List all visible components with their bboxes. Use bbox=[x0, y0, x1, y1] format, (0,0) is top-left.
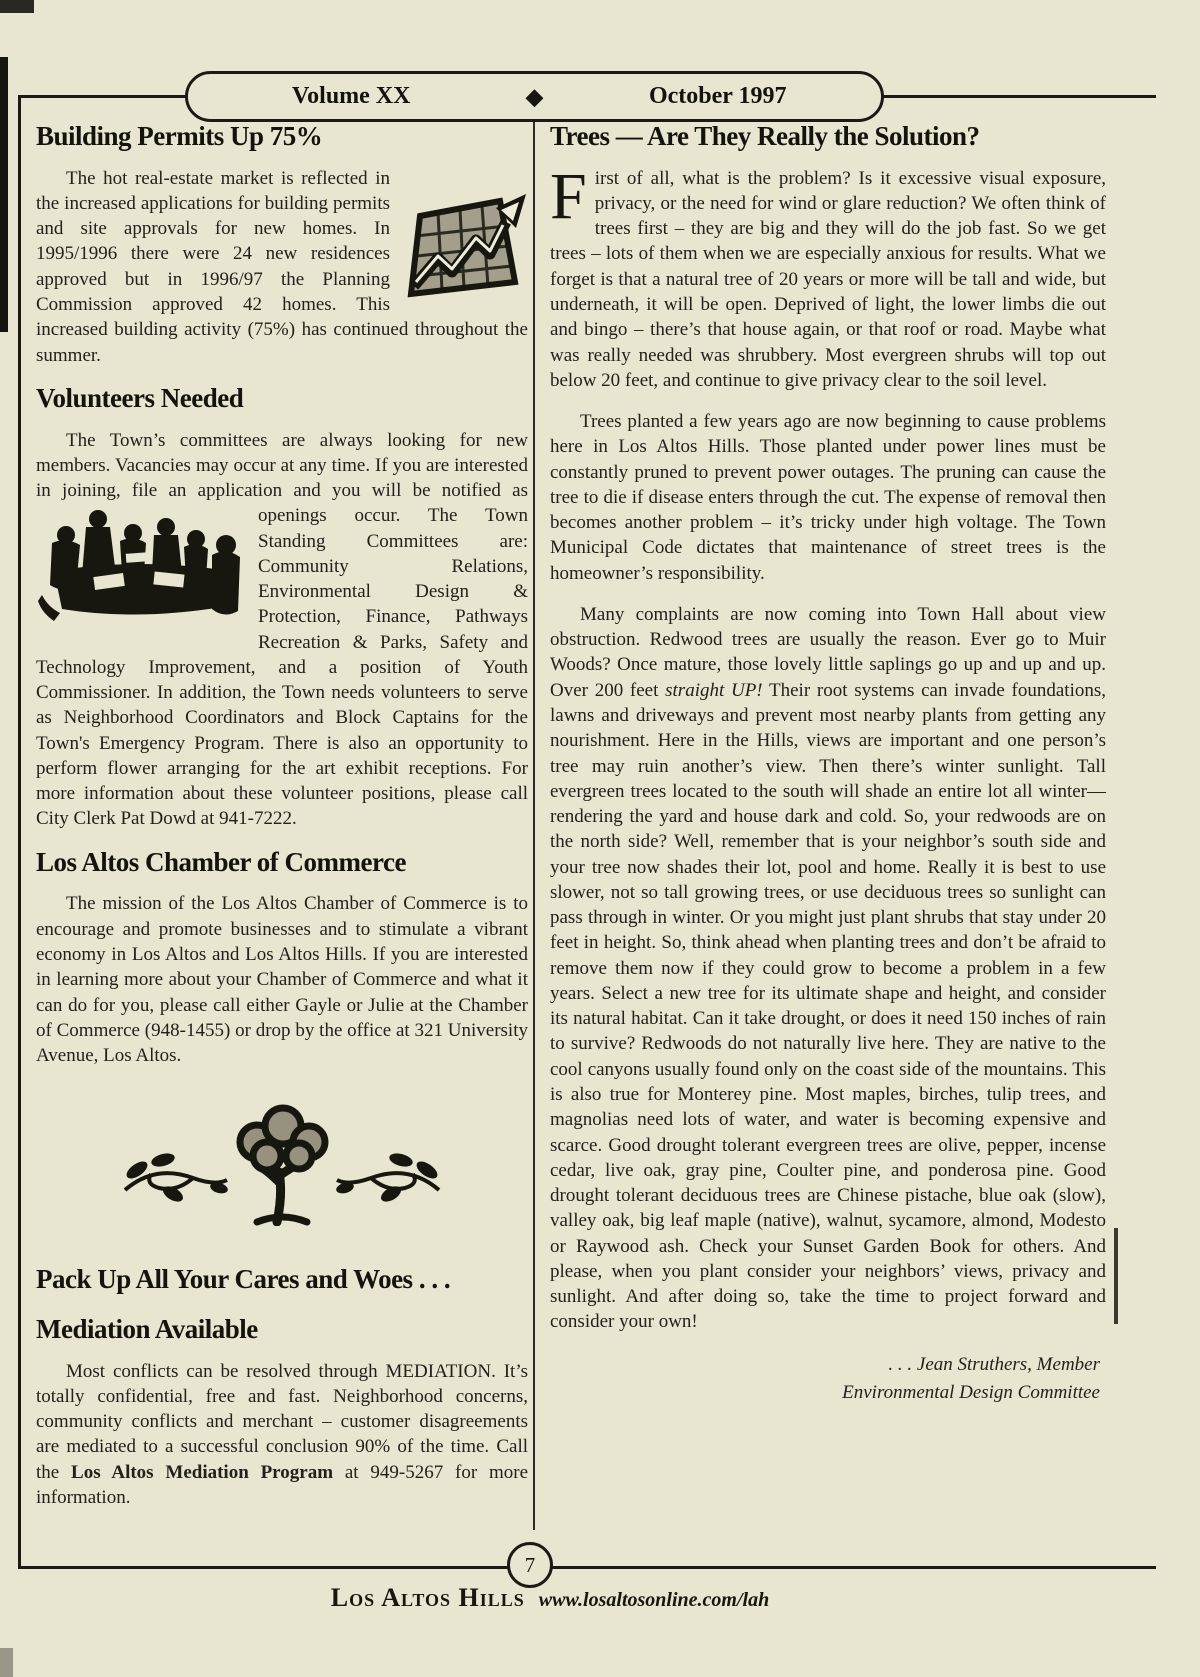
chamber-paragraph: The mission of the Los Altos Chamber of Commerce is to encourage and promote businesses and to stimulate a vibrant economy in Los Altos and Los Altos Hills. If you are interested in learning more about your Chamber of Commerce and what it can do for you, please call either Gayle or Julie at the Chamber of Commerce (948-1455) or drop by the office at 321 University Avenue, Los Altos. bbox=[36, 893, 528, 1067]
trees-heading: Trees — Are They Really the Solution? bbox=[550, 121, 980, 151]
trees-paragraph-1: First of all, what is the problem? Is it excessive visual exposure, privacy, or the need for wind or glare reduction? We often think of trees first – they are big and they will do the job fast. So we get trees – lots of them when we are especially anxious for results. What we forget is that a natural tree of 20 years or more will be tall and wide, but underneath, it will be open. Deprived of light, the lower limbs die out and bingo – there’s that house again, or that roof or road. Maybe what was really needed was shrubbery. Most evergreen shrubs will top out below 20 feet, and continue to give privacy clear to the soil level. bbox=[550, 159, 1106, 391]
volunteers-text-1: The Town’s committees are always looking for new members. Vacancies may occur at any time. If you are interested in joining, file an application and you will be notified as bbox=[36, 429, 528, 502]
column-divider-rule bbox=[533, 118, 535, 1530]
mediation-paragraph bbox=[36, 1359, 528, 1511]
trees-straight-up-emphasis: straight UP! bbox=[665, 679, 763, 701]
trees-paragraph-3 bbox=[550, 602, 1106, 1335]
article-signature bbox=[550, 1351, 1106, 1408]
mediation-program-name: Los Altos Mediation Program bbox=[71, 1461, 334, 1483]
page-number: 7 bbox=[524, 1552, 536, 1577]
right-column bbox=[550, 112, 1106, 1408]
committee-meeting-image bbox=[36, 509, 244, 629]
diamond-icon: ◆ bbox=[526, 83, 543, 109]
footer bbox=[0, 1583, 1100, 1613]
mediation-heading-line1: Pack Up All Your Cares and Woes . . . bbox=[36, 1264, 451, 1295]
rising-graph-icon bbox=[400, 192, 528, 304]
mediation-heading-line2: Mediation Available bbox=[36, 1313, 258, 1344]
scan-artifact-left-bar bbox=[0, 57, 8, 332]
footer-site-name: Los Altos Hills bbox=[330, 1583, 525, 1612]
footer-site-url: www.losaltosonline.com/lah bbox=[538, 1589, 770, 1611]
volunteers-heading: Volunteers Needed bbox=[36, 382, 244, 413]
building-permits-text: The hot real-estate market is reflected in the increased applications for building permits and site approvals for new homes. In 1995/1996 there were 24 new residences approved but in 1996/97 the Planning Commission approved 42 homes. This increased building activity (75%) has continued throughout the summer. bbox=[36, 167, 528, 366]
tree-ornament bbox=[36, 1094, 528, 1231]
volunteers-text-2: openings occur. The Town Standing Committees are: Community Relations, Environmental Design & Protection, Finance, Pathways Recreation & Parks, Safety and Technology Improvement, and a position of Youth Commissioner. In addition, the Town needs volunteers to serve as Neighborhood Coordinators and Block Captains for the Town's Emergency Program. There is also an opportunity to perform flower arranging for the art exhibit receptions. For more information about these volunteer positions, please call City Clerk Pat Dowd at 941-7222. bbox=[36, 505, 528, 830]
scan-artifact-corner bbox=[0, 0, 34, 13]
chamber-heading: Los Altos Chamber of Commerce bbox=[36, 846, 406, 877]
volunteers-paragraph bbox=[36, 428, 528, 832]
signature-committee: Environmental Design Committee bbox=[842, 1382, 1100, 1404]
signature-author: . . . Jean Struthers, Member bbox=[888, 1353, 1100, 1375]
tree-with-vines-image bbox=[107, 1094, 457, 1226]
building-permits-paragraph bbox=[36, 166, 528, 368]
trees-text-3a: Many complaints are now coming into Town Hall about view obstruction. Redwood trees are usually the reason. Ever go to Muir Woods? Once mature, those lovely little saplings go up and up and up. Over 200 feet bbox=[550, 603, 1106, 701]
scan-artifact-bottom-left bbox=[0, 1648, 13, 1677]
trees-paragraph-2: Trees planted a few years ago are now beginning to cause problems here in Los Altos Hills. Those planted under power lines must be constantly pruned to prevent power outages. The pruning can cause the tree to die if disease enters through the cut. The expense of removal then becomes another problem – it’s tricky under high voltage. The Town Municipal Code dictates that maintenance of street trees is the homeowner’s responsibility. bbox=[550, 411, 1106, 584]
mediation-text-2: at 949-5267 for more information. bbox=[36, 1461, 529, 1508]
left-column bbox=[36, 112, 528, 1526]
masthead-date: October 1997 bbox=[648, 83, 787, 109]
trees-text-3b: Their root systems can invade foundations, lawns and driveways and prevent most nearby plants from getting any nourishment. Here in the Hills, views are important and one person’s tree may ruin another’s view. Then there’s winter sunlight. Tall evergreen trees located to the south will shade an entire lot all winter—rendering the yard and house dark and cold. So, your redwoods are on the north side? Well, remember that is your neighbor’s south side and your tree now shades their lot, pool and home. Really it is best to use slower, not so tall growing trees, or use deciduous trees so sunlight can pass through in winter. Or you might just plant shrubs that stay under 20 feet in height. So, think ahead when planting trees and don’t be afraid to remove them now if they could grow to become a problem in a few years. Select a new tree for its ultimate shape and height, and consider its natural habitat. Can it take drought, or does it need 150 inches of rain to survive? Redwoods do not naturally live here. They are native to the cool canyons usually found only on the coast side of the mountains. This is also true for Monterey pine. Most maples, birches, tulip trees, and magnolias need lots of water, and water is becoming expensive and scarce. Good drought tolerant evergreen trees are olive, pepper, incense cedar, live oak, gray pine, Coulter pine, and ponderosa pine. Good drought tolerant deciduous trees are Chinese pistache, blue oak (slow), valley oak, big leaf maple (native), walnut, sycamore, almond, Modesto or Raywood ash. Check your Sunset Garden Book for others. And please, when you plant consider your neighbors’ views, privacy and sunlight. And after doing so, take the time to project forward and consider your own! bbox=[550, 679, 1106, 1333]
mediation-text-1: Most conflicts can be resolved through MEDIATION. It’s totally confidential, free and fast. Neighborhood concerns, community conflicts and merchant – customer disagreements are mediated to a successful conclusion 90% of the time. Call the bbox=[36, 1360, 528, 1483]
page-number-badge bbox=[507, 1542, 553, 1588]
building-permits-heading: Building Permits Up 75% bbox=[36, 121, 323, 151]
masthead-volume: Volume XX bbox=[292, 83, 411, 109]
